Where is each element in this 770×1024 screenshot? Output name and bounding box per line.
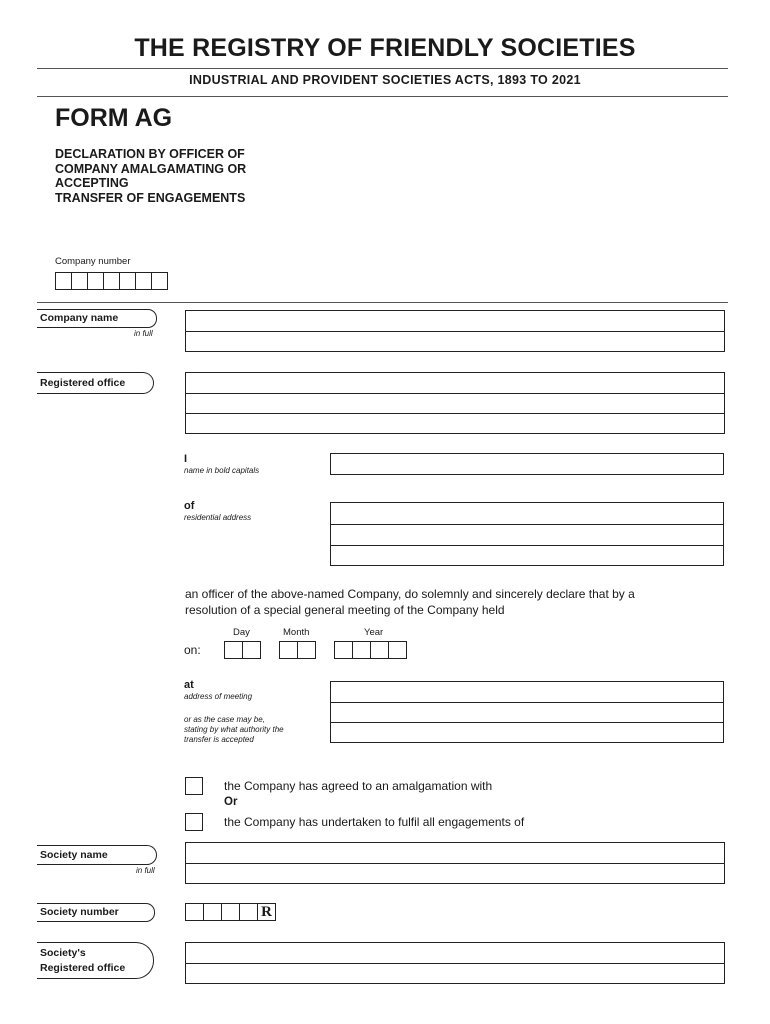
day-digit[interactable] bbox=[224, 641, 243, 659]
month-digit[interactable] bbox=[297, 641, 316, 659]
residential-address-field[interactable] bbox=[330, 502, 724, 566]
form-description-line: ACCEPTING bbox=[55, 176, 129, 190]
society-office-tab bbox=[37, 942, 154, 979]
company-number-digit[interactable] bbox=[87, 272, 104, 290]
company-name-hint: in full bbox=[134, 329, 153, 338]
meeting-date-label: on: bbox=[184, 643, 201, 657]
company-name-tab: Company name bbox=[37, 309, 157, 328]
registry-title: THE REGISTRY OF FRIENDLY SOCIETIES bbox=[134, 34, 636, 62]
form-description-line: COMPANY AMALGAMATING OR bbox=[55, 161, 247, 176]
society-name-tab: Society name bbox=[37, 845, 157, 865]
transfer-checkbox[interactable] bbox=[185, 813, 203, 831]
society-number-tab: Society number bbox=[37, 903, 155, 922]
year-digit[interactable] bbox=[370, 641, 389, 659]
amalgamation-checkbox[interactable] bbox=[185, 777, 203, 795]
company-number-digit[interactable] bbox=[103, 272, 120, 290]
society-number-suffix: R bbox=[257, 903, 276, 921]
meeting-address-field[interactable] bbox=[330, 681, 724, 743]
declaration-line: an officer of the above-named Company, do solemnly and sincerely declare that by a bbox=[185, 587, 635, 601]
year-input[interactable] bbox=[334, 641, 407, 659]
meeting-address-note-line: transfer is accepted bbox=[184, 735, 254, 744]
registered-office-tab: Registered office bbox=[37, 372, 154, 394]
company-number-digit[interactable] bbox=[151, 272, 168, 290]
form-description-line: TRANSFER OF ENGAGEMENTS bbox=[55, 190, 246, 205]
form-description bbox=[55, 147, 246, 205]
officer-name-label: I bbox=[184, 453, 188, 465]
residential-address-label: of bbox=[184, 500, 195, 512]
amalgamation-option-label: the Company has agreed to an amalgamation with bbox=[224, 779, 493, 793]
meeting-address-note bbox=[184, 715, 284, 745]
company-name-field[interactable] bbox=[185, 310, 725, 352]
transfer-option-label: the Company has undertaken to fulfil all engagements of bbox=[224, 815, 525, 829]
society-number-digit[interactable] bbox=[221, 903, 240, 921]
officer-name-field[interactable] bbox=[330, 453, 724, 475]
company-number-input[interactable] bbox=[55, 272, 168, 290]
day-digit[interactable] bbox=[242, 641, 261, 659]
declaration-text bbox=[185, 586, 635, 618]
header-divider-top bbox=[37, 68, 728, 69]
society-number-input[interactable] bbox=[185, 903, 276, 921]
day-label: Day bbox=[233, 627, 250, 638]
year-digit[interactable] bbox=[334, 641, 353, 659]
day-input[interactable] bbox=[224, 641, 261, 659]
year-digit[interactable] bbox=[352, 641, 371, 659]
month-label: Month bbox=[283, 627, 310, 638]
company-number-digit[interactable] bbox=[135, 272, 152, 290]
month-input[interactable] bbox=[279, 641, 316, 659]
residential-address-hint: residential address bbox=[184, 513, 252, 522]
year-label: Year bbox=[364, 627, 384, 638]
company-number-digit[interactable] bbox=[119, 272, 136, 290]
society-number-digit[interactable] bbox=[203, 903, 222, 921]
society-number-digit[interactable] bbox=[185, 903, 204, 921]
society-office-field[interactable] bbox=[185, 942, 725, 984]
registered-office-field[interactable] bbox=[185, 372, 725, 434]
officer-name-hint: name in bold capitals bbox=[184, 466, 260, 475]
society-office-label-line: Society's bbox=[40, 947, 86, 959]
meeting-address-hint: address of meeting bbox=[184, 692, 253, 701]
form-id: FORM AG bbox=[55, 104, 173, 132]
meeting-address-label: at bbox=[184, 679, 194, 691]
company-number-digit[interactable] bbox=[71, 272, 88, 290]
company-number-digit[interactable] bbox=[55, 272, 72, 290]
declaration-line: resolution of a special general meeting of the Company held bbox=[185, 603, 505, 617]
society-name-field[interactable] bbox=[185, 842, 725, 884]
society-name-hint: in full bbox=[136, 866, 155, 875]
society-number-digit[interactable] bbox=[239, 903, 258, 921]
society-office-label-line: Registered office bbox=[40, 962, 126, 974]
section-divider bbox=[37, 302, 728, 303]
or-separator: Or bbox=[224, 796, 238, 808]
month-digit[interactable] bbox=[279, 641, 298, 659]
header-divider-bottom bbox=[37, 96, 728, 97]
acts-subtitle: INDUSTRIAL AND PROVIDENT SOCIETIES ACTS, 1893 TO 2021 bbox=[189, 73, 581, 87]
meeting-address-note-line: or as the case may be, bbox=[184, 715, 265, 724]
meeting-address-note-line: stating by what authority the bbox=[184, 725, 284, 734]
company-number-label: Company number bbox=[55, 256, 131, 267]
year-digit[interactable] bbox=[388, 641, 407, 659]
form-description-line: DECLARATION BY OFFICER OF bbox=[55, 147, 245, 161]
